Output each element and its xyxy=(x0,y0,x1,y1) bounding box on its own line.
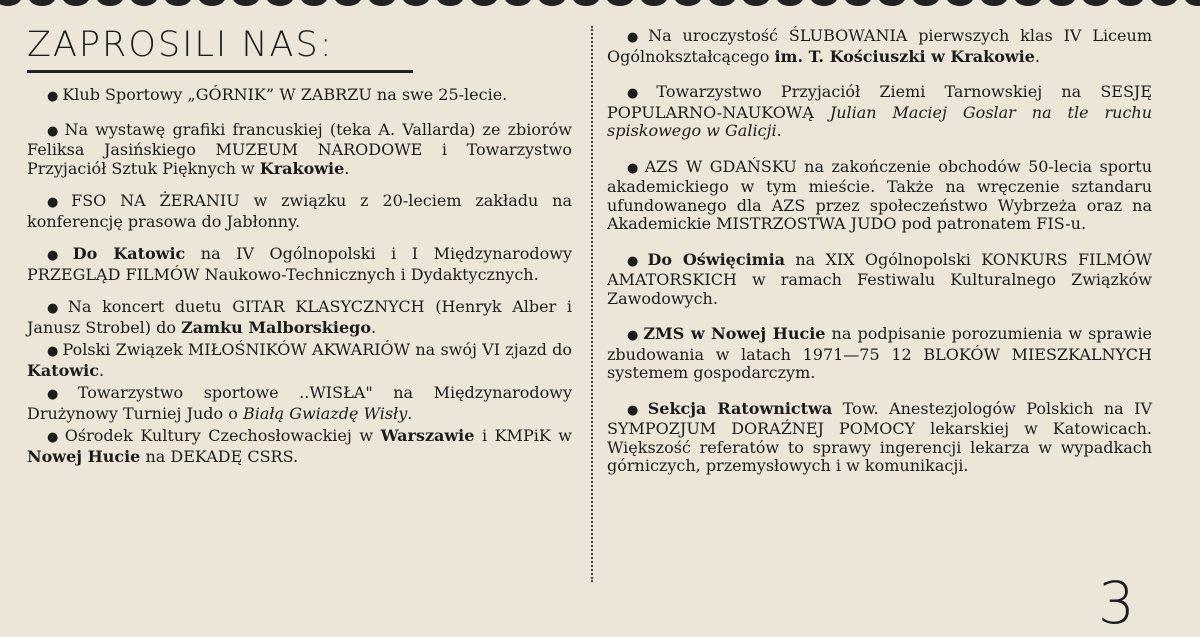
item-text: Do Oświęcimia xyxy=(647,249,786,269)
list-item xyxy=(607,325,1152,383)
top-border-blob xyxy=(946,0,974,6)
bullet-icon: ● xyxy=(627,30,645,45)
bullet-icon: ● xyxy=(47,123,61,139)
item-text: na XIX Ogólnopolski KONKURS FILMÓW AMATORSKICH w ramach Festiwalu Kulturalnego Związków Zawodowych. xyxy=(607,249,1152,308)
item-text: AZS W GDAŃSKU na zakończenie obchodów 50-lecia sportu akademickiego w tym mieście. Także na wręczenie sztandaru ufundowanego dla AZS przez społeczeństwo Wybrzeża oraz na Akademickie MISTRZOSTWA JUDO pod patronatem FIS-u. xyxy=(607,156,1152,233)
bullet-icon: ● xyxy=(47,248,69,263)
left-item-list xyxy=(27,86,572,466)
top-border-blob xyxy=(708,0,736,6)
top-border-blob xyxy=(538,0,566,6)
bullet-icon: ● xyxy=(47,301,64,316)
top-border-blob xyxy=(810,0,838,6)
item-text: Sekcja Ratownictwa xyxy=(647,398,833,418)
list-item xyxy=(27,86,572,107)
item-text: Julian Maciej Goslar na tle ruchu spiskowego w Galicji xyxy=(607,102,1153,140)
item-text: . xyxy=(1034,46,1041,66)
item-text: Towarzystwo Przyjaciół Ziemi Tarnowskiej na SESJĘ POPULARNO-NAUKOWĄ xyxy=(607,82,1153,122)
top-border-blob xyxy=(640,0,668,6)
item-text: . xyxy=(98,360,105,380)
top-border-blob xyxy=(1082,0,1110,6)
item-text: Na uroczystość ŚLUBOWANIA pierwszych klas IV Liceum Ogólnokształcącego xyxy=(607,26,1153,66)
list-item xyxy=(27,298,572,337)
top-border-blob xyxy=(96,0,124,6)
bullet-icon: ● xyxy=(47,89,59,104)
top-border-blob xyxy=(572,0,600,6)
top-border-blob xyxy=(198,0,226,6)
top-border-blob xyxy=(266,0,294,6)
item-text: Do Katowic xyxy=(72,244,186,263)
item-text: na podpisanie porozumienia w sprawie zbudowania w latach 1971—75 12 BLOKÓW MIESZKALNYCH systemem gospodarczym. xyxy=(607,324,1152,382)
top-border-blob xyxy=(232,0,260,6)
column-divider xyxy=(591,26,593,582)
top-border-blob xyxy=(1116,0,1144,6)
left-column xyxy=(27,22,572,466)
item-text: ZMS w Nowej Hucie xyxy=(643,324,826,343)
right-item-list xyxy=(607,27,1152,476)
top-border-blob xyxy=(776,0,804,6)
bullet-icon: ● xyxy=(627,253,644,269)
item-text: . xyxy=(344,158,350,178)
item-text: Nowej Hucie xyxy=(27,446,141,466)
item-text: Towarzystwo sportowe ..WISŁA" na Międzynarodowy Drużynowy Turniej Judo o xyxy=(27,383,572,423)
bullet-icon: ● xyxy=(627,160,641,176)
bullet-icon: ● xyxy=(627,402,644,418)
top-border-blob xyxy=(130,0,158,6)
top-border-blob xyxy=(912,0,940,6)
top-border-blob xyxy=(742,0,770,6)
item-text: Zamku Malborskiego xyxy=(181,317,371,337)
page-number: 3 xyxy=(1098,569,1135,637)
item-text: Na wystawę grafiki francuskiej (teka A. Vallarda) ze zbiorów Feliksa Jasińskiego MUZEUM NARODOWE i Towarzystwo Przyjaciół Sztuk Pięknych w xyxy=(27,119,573,178)
top-border-blob xyxy=(436,0,464,6)
top-border-blob xyxy=(470,0,498,6)
top-border-blob xyxy=(1150,0,1178,6)
item-text: Katowic xyxy=(27,360,99,380)
top-border-blob xyxy=(980,0,1008,6)
top-border-blob xyxy=(300,0,328,6)
item-text: na IV Ogólnopolski i I Międzynarodowy PRZEGLĄD FILMÓW Naukowo-Technicznych i Dydaktycznych. xyxy=(27,244,573,284)
list-item xyxy=(607,27,1152,66)
list-item xyxy=(27,341,572,380)
item-text: Na koncert duetu GITAR KLASYCZNYCH (Henryk Alber i Janusz Strobel) do xyxy=(27,297,573,337)
bullet-icon: ● xyxy=(47,387,74,402)
item-text: i KMPiK w xyxy=(474,426,572,445)
right-column xyxy=(607,27,1152,476)
list-item xyxy=(607,400,1152,476)
item-text: Warszawie xyxy=(380,426,475,445)
top-border-blob xyxy=(334,0,362,6)
list-item xyxy=(607,83,1152,141)
top-border-blob xyxy=(606,0,634,6)
top-border-blob xyxy=(368,0,396,6)
top-border-blob xyxy=(62,0,90,6)
item-text: na DEKADĘ CSRS. xyxy=(140,446,299,466)
top-border-blob xyxy=(28,0,56,6)
item-text: Krakowie xyxy=(259,158,345,178)
item-text: Ośrodek Kultury Czechosłowackiej w xyxy=(64,426,381,445)
list-item xyxy=(607,158,1152,234)
list-item xyxy=(27,384,572,423)
top-border-decoration xyxy=(0,0,1200,9)
item-text: . xyxy=(371,317,377,337)
top-border-blob xyxy=(674,0,702,6)
top-border-blob xyxy=(504,0,532,6)
item-text: Tow. Anestezjologów Polskich na IV SYMPOZJUM DORAŹNEJ POMOCY lekarskiej w Katowicach. Większość referatów to sprawy ingerencji lekarza w wypadkach górniczych, przemysłowych i w komunikacji. xyxy=(607,398,1153,475)
bullet-icon: ● xyxy=(627,86,653,101)
top-border-blob xyxy=(878,0,906,6)
top-border-blob xyxy=(1184,0,1200,6)
list-item xyxy=(27,192,572,231)
top-border-blob xyxy=(0,0,22,6)
top-border-blob xyxy=(1014,0,1042,6)
list-item xyxy=(27,245,572,284)
item-text: Białą Gwiazdę Wisły xyxy=(242,403,408,423)
item-text: im. T. Kościuszki w Krakowie xyxy=(774,46,1035,66)
bullet-icon: ● xyxy=(47,195,68,210)
bullet-icon: ● xyxy=(627,328,640,343)
list-item xyxy=(27,121,572,179)
title-underline xyxy=(27,70,413,73)
top-border-blob xyxy=(1048,0,1076,6)
top-border-blob xyxy=(164,0,192,6)
bullet-icon: ● xyxy=(47,430,61,445)
item-text: FSO NA ŻERANIU w związku z 20-leciem zakładu na konferencję prasowa do Jabłonny. xyxy=(27,191,573,231)
list-item xyxy=(27,427,572,466)
item-text: Klub Sportowy „GÓRNIK” W ZABRZU na swe 25-lecie. xyxy=(62,85,508,104)
page-title: ZAPROSILI NAS: xyxy=(27,25,334,65)
top-border-blob xyxy=(844,0,872,6)
bullet-icon: ● xyxy=(47,344,59,359)
item-text: . xyxy=(407,403,413,423)
list-item xyxy=(607,251,1152,309)
item-text: . xyxy=(776,121,782,140)
top-border-blob xyxy=(402,0,430,6)
item-text: Polski Związek MIŁOŚNIKÓW AKWARIÓW na swój VI zjazd do xyxy=(62,340,573,359)
